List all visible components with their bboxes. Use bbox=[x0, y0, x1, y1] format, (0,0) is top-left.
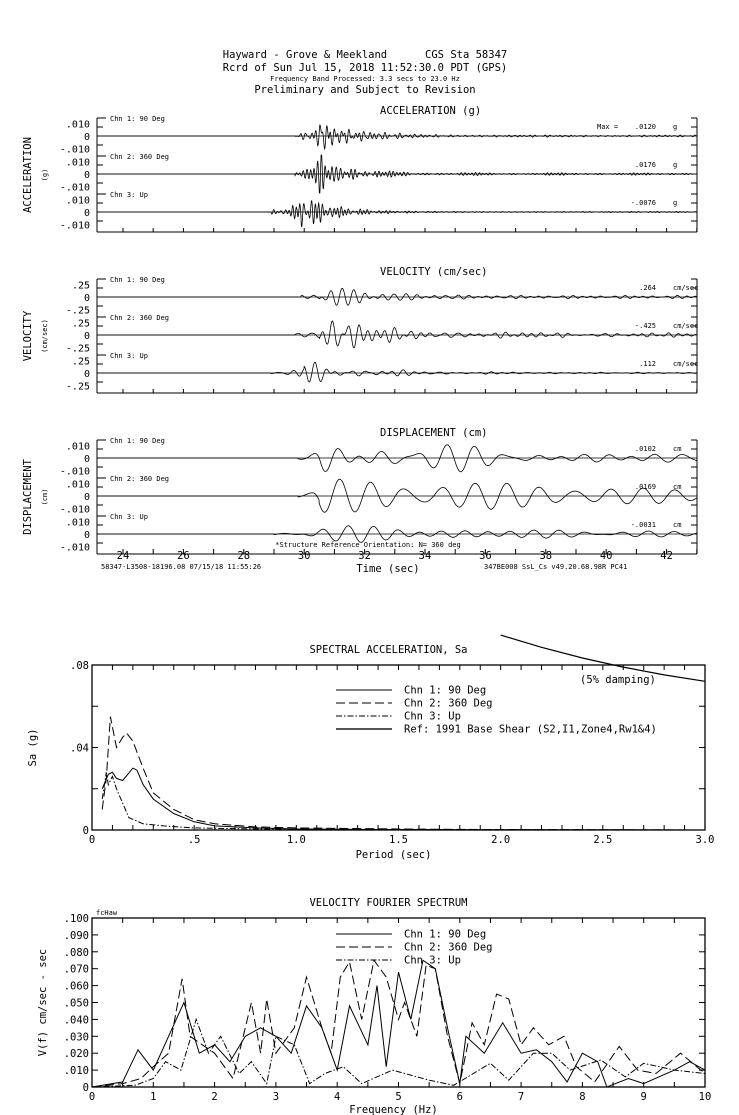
channel-trace-group bbox=[60, 191, 697, 232]
y-tick-label: 0 bbox=[82, 1082, 89, 1094]
series-line bbox=[102, 768, 705, 830]
channel-max-value: -.0076 bbox=[630, 199, 656, 207]
time-tick-label: 34 bbox=[418, 550, 432, 562]
legend-label: Chn 3: Up bbox=[404, 954, 461, 967]
panel-ylabel: VELOCITY bbox=[22, 310, 34, 362]
record-time: Rcrd of Sun Jul 15, 2018 11:52:30.0 PDT (GPS) bbox=[222, 62, 508, 74]
channel-max-value: -.425 bbox=[634, 322, 656, 330]
time-tick-label: 36 bbox=[479, 550, 492, 562]
ytick-label: .010 bbox=[65, 195, 90, 207]
panel-displacement bbox=[22, 427, 697, 554]
ytick-label: -.010 bbox=[59, 144, 90, 156]
chart-title: VELOCITY FOURIER SPECTRUM bbox=[309, 897, 468, 909]
record-id: 58347-L3508-18196.08 07/15/18 11:55:26 bbox=[101, 563, 262, 571]
channel-max-value: .0176 bbox=[634, 161, 656, 169]
y-tick-label: .050 bbox=[63, 997, 89, 1010]
spectral-acceleration-chart bbox=[27, 635, 714, 861]
panel-title: VELOCITY (cm/sec) bbox=[380, 266, 488, 278]
channel-label: Chn 3: Up bbox=[110, 191, 148, 199]
x-tick-label: 1 bbox=[150, 1091, 157, 1103]
x-tick-label: 1.5 bbox=[389, 834, 408, 846]
x-axis-title: Frequency (Hz) bbox=[349, 1104, 438, 1115]
ytick-label: .25 bbox=[71, 356, 90, 368]
y-tick-label: .020 bbox=[63, 1048, 89, 1061]
channel-label: Chn 2: 360 Deg bbox=[110, 314, 170, 322]
panel-title: ACCELERATION (g) bbox=[380, 105, 482, 117]
waveform-trace bbox=[97, 201, 697, 227]
x-tick-label: .5 bbox=[187, 834, 201, 846]
channel-label: Chn 1: 90 Deg bbox=[110, 437, 165, 445]
plot-frame bbox=[92, 665, 705, 830]
channel-unit: g bbox=[673, 199, 678, 207]
x-tick-label: 10 bbox=[698, 1091, 712, 1103]
channel-trace-group bbox=[60, 475, 697, 516]
waveform-panels bbox=[22, 105, 698, 575]
ytick-label: .010 bbox=[65, 119, 90, 131]
legend-label: Chn 1: 90 Deg bbox=[404, 928, 487, 941]
ytick-label: -.010 bbox=[59, 466, 90, 478]
legend-label: Chn 2: 360 Deg bbox=[404, 697, 493, 710]
panel-title: DISPLACEMENT (cm) bbox=[380, 427, 488, 439]
x-tick-label: 4 bbox=[334, 1091, 341, 1103]
ytick-label: 0 bbox=[83, 293, 90, 304]
legend-label: Ref: 1991 Base Shear (S2,I1,Zone4,Rw1&4) bbox=[404, 723, 657, 736]
channel-max-value: .0120 bbox=[634, 123, 656, 131]
time-tick-label: 24 bbox=[116, 550, 130, 562]
panel-acceleration bbox=[22, 105, 697, 232]
ytick-label: 0 bbox=[83, 170, 90, 181]
channel-unit: g bbox=[673, 123, 678, 131]
x-tick-label: 2.5 bbox=[593, 834, 613, 846]
x-tick-label: 3 bbox=[272, 1091, 280, 1103]
channel-label: Chn 2: 360 Deg bbox=[110, 475, 170, 483]
channel-unit: cm/sec bbox=[673, 322, 699, 330]
legend-label: Chn 2: 360 Deg bbox=[404, 941, 493, 954]
x-tick-label: 9 bbox=[640, 1091, 647, 1103]
panel-ylabel: DISPLACEMENT bbox=[22, 459, 34, 535]
orientation-note: *Structure Reference Orientation: N= 360 deg bbox=[275, 541, 461, 549]
x-tick-label: 0 bbox=[88, 834, 96, 846]
channel-trace-group bbox=[66, 276, 698, 317]
header bbox=[223, 49, 507, 96]
y-tick-label: 0 bbox=[82, 825, 89, 837]
time-axis-labels bbox=[101, 541, 673, 575]
channel-max-value: .0169 bbox=[634, 483, 656, 491]
waveform-trace bbox=[97, 321, 697, 348]
preliminary-note: Preliminary and Subject to Revision bbox=[254, 84, 476, 96]
time-tick-label: 30 bbox=[297, 550, 311, 562]
legend-label: Chn 1: 90 Deg bbox=[404, 684, 487, 697]
ytick-label: -.010 bbox=[59, 542, 90, 554]
channel-trace-group bbox=[66, 352, 698, 393]
channel-label: Chn 3: Up bbox=[110, 352, 148, 360]
channel-max-value: .0102 bbox=[634, 445, 656, 453]
channel-label: Chn 1: 90 Deg bbox=[110, 276, 165, 284]
x-tick-label: 7 bbox=[517, 1091, 525, 1103]
y-axis-title: V(f) cm/sec - sec bbox=[37, 948, 49, 1057]
ytick-label: .010 bbox=[65, 517, 90, 529]
channel-trace-group bbox=[60, 437, 697, 478]
legend-label: Chn 3: Up bbox=[404, 710, 461, 723]
x-tick-label: 5 bbox=[395, 1091, 402, 1103]
time-tick-label: 26 bbox=[177, 550, 190, 562]
station-title: Hayward - Grove & Meekland CGS Sta 58347 bbox=[222, 49, 508, 61]
max-label: Max = bbox=[597, 123, 619, 131]
x-axis-title: Period (sec) bbox=[355, 849, 432, 861]
channel-trace-group bbox=[66, 314, 698, 355]
panel-yunit: (g) bbox=[41, 168, 49, 182]
processing-id: 347BE008 SsL_Cs v49.20.68.98R PC41 bbox=[484, 563, 628, 571]
ytick-label: .25 bbox=[71, 280, 90, 292]
chart-title: SPECTRAL ACCELERATION, Sa bbox=[309, 644, 468, 656]
y-tick-label: .010 bbox=[63, 1065, 89, 1078]
ytick-label: 0 bbox=[83, 208, 90, 219]
ytick-label: 0 bbox=[83, 530, 90, 541]
corner-label: fcHaw bbox=[96, 909, 118, 917]
time-tick-label: 42 bbox=[660, 550, 673, 562]
channel-unit: cm/sec bbox=[673, 284, 699, 292]
time-tick-label: 32 bbox=[358, 550, 371, 562]
channel-unit: cm bbox=[673, 521, 682, 529]
ytick-label: -.25 bbox=[65, 305, 90, 317]
ytick-label: -.25 bbox=[65, 381, 90, 393]
waveform-trace bbox=[97, 362, 697, 382]
damping-annotation: (5% damping) bbox=[580, 674, 656, 686]
y-tick-label: .040 bbox=[63, 1014, 89, 1027]
y-tick-label: .060 bbox=[63, 980, 89, 993]
frequency-band: Frequency Band Processed: 3.3 secs to 23.0 Hz bbox=[270, 75, 460, 83]
y-tick-label: .090 bbox=[63, 929, 89, 942]
channel-unit: cm bbox=[673, 445, 682, 453]
x-tick-label: 2.0 bbox=[491, 834, 511, 846]
channel-max-value: -.0031 bbox=[630, 521, 656, 529]
ytick-label: -.25 bbox=[65, 343, 90, 355]
ytick-label: .25 bbox=[71, 318, 90, 330]
x-tick-label: 0 bbox=[88, 1091, 96, 1103]
channel-trace-group bbox=[60, 115, 697, 156]
ytick-label: .010 bbox=[65, 479, 90, 491]
velocity-fourier-spectrum-chart bbox=[37, 897, 711, 1115]
ytick-label: 0 bbox=[83, 492, 90, 503]
panel-yunit: (cm) bbox=[41, 488, 49, 506]
channel-unit: g bbox=[673, 161, 678, 169]
y-tick-label: .070 bbox=[63, 963, 89, 976]
x-tick-label: 6 bbox=[456, 1091, 463, 1103]
channel-unit: cm bbox=[673, 483, 682, 491]
series-line bbox=[92, 1019, 705, 1087]
channel-label: Chn 3: Up bbox=[110, 513, 148, 521]
ytick-label: 0 bbox=[83, 132, 90, 143]
panel-ylabel: ACCELERATION bbox=[22, 137, 34, 213]
ytick-label: -.010 bbox=[59, 504, 90, 516]
x-tick-label: 2 bbox=[211, 1091, 218, 1103]
channel-label: Chn 2: 360 Deg bbox=[110, 153, 170, 161]
y-axis-title: Sa (g) bbox=[27, 728, 39, 767]
ytick-label: .010 bbox=[65, 157, 90, 169]
time-tick-label: 38 bbox=[539, 550, 553, 562]
x-tick-label: 3.0 bbox=[695, 834, 715, 846]
ytick-label: .010 bbox=[65, 441, 90, 453]
panel-yunit: (cm/sec) bbox=[41, 319, 49, 353]
ytick-label: -.010 bbox=[59, 182, 90, 194]
time-axis-title: Time (sec) bbox=[356, 563, 420, 575]
ytick-label: 0 bbox=[83, 331, 90, 342]
x-tick-label: 1.0 bbox=[286, 834, 306, 846]
channel-unit: cm/sec bbox=[673, 360, 699, 368]
y-tick-label: .04 bbox=[70, 742, 89, 755]
channel-max-value: .112 bbox=[639, 360, 656, 368]
time-tick-label: 40 bbox=[599, 550, 613, 562]
time-tick-label: 28 bbox=[237, 550, 251, 562]
y-tick-label: .08 bbox=[70, 660, 89, 672]
y-tick-label: .080 bbox=[63, 946, 89, 959]
ytick-label: -.010 bbox=[59, 220, 90, 232]
channel-max-value: .264 bbox=[639, 284, 656, 292]
ytick-label: 0 bbox=[83, 369, 90, 380]
panel-velocity bbox=[22, 266, 698, 393]
y-tick-label: .030 bbox=[63, 1031, 89, 1044]
y-tick-label: .100 bbox=[63, 913, 89, 925]
ytick-label: 0 bbox=[83, 454, 90, 465]
x-tick-label: 8 bbox=[579, 1091, 586, 1103]
channel-label: Chn 1: 90 Deg bbox=[110, 115, 165, 123]
channel-trace-group bbox=[60, 153, 697, 194]
